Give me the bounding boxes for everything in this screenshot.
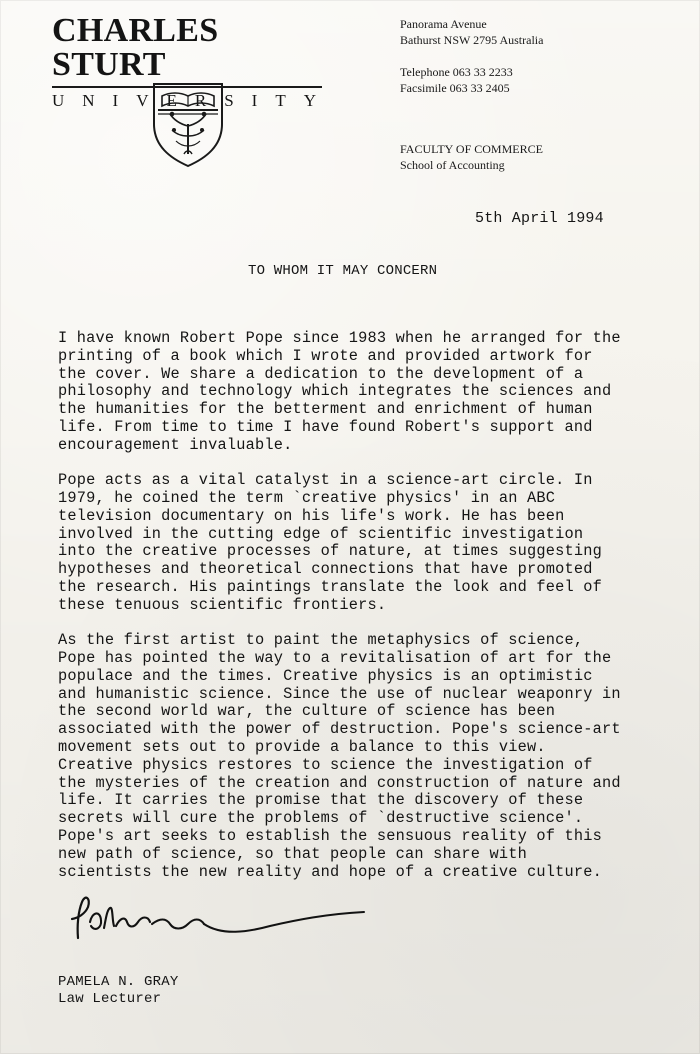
paragraph-line: Creative physics restores to science the investigation of (58, 755, 593, 774)
paragraph-line: scientists the new reality and hope of a creative culture. (58, 862, 603, 881)
paragraph-line: Pope has pointed the way to a revitalisation of art for the (58, 648, 612, 667)
school-name: School of Accounting (400, 158, 505, 172)
letter-date: 5th April 1994 (475, 210, 604, 227)
faculty-name: FACULTY OF COMMERCE (400, 142, 543, 156)
paragraph-line: television documentary on his life's work. He has been (58, 506, 565, 525)
paragraph-line: As the first artist to paint the metaphysics of science, (58, 631, 584, 650)
paragraph-line: life. From time to time I have found Robert's support and (58, 417, 593, 436)
paragraph-line: the cover. We share a dedication to the development of a (58, 364, 584, 383)
signatory-name: PAMELA N. GRAY (58, 974, 179, 990)
letter-body (58, 330, 658, 899)
paragraph-line: into the creative processes of nature, at times suggesting (58, 542, 603, 561)
department-block (400, 141, 543, 173)
telephone: Telephone 063 33 2233 (400, 65, 513, 79)
signatory-title: Law Lecturer (58, 991, 162, 1007)
signatory-block (58, 974, 178, 1008)
paragraph-3 (58, 632, 658, 881)
paragraph-line: Pope's art seeks to establish the sensuous reality of this (58, 826, 603, 845)
paragraph-line: new path of science, so that people can share with (58, 844, 527, 863)
handwritten-signature (60, 892, 380, 962)
paragraph-line: these tenuous scientific frontiers. (58, 595, 387, 614)
paragraph-line: the mysteries of the creation and construction of nature and (58, 773, 621, 792)
address-city: Bathurst NSW 2795 Australia (400, 33, 544, 47)
facsimile: Facsimile 063 33 2405 (400, 81, 510, 95)
paragraph-line: printing of a book which I wrote and provided artwork for (58, 346, 593, 365)
paragraph-line: and humanistic science. Since the use of nuclear weaponry in (58, 684, 621, 703)
paragraph-line: I have known Robert Pope since 1983 when he arranged for the (58, 329, 621, 347)
paragraph-line: Pope acts as a vital catalyst in a science-art circle. In (58, 471, 593, 490)
paragraph-line: the second world war, the culture of science has been (58, 702, 556, 721)
paragraph-line: populace and the times. Creative physics is an optimistic (58, 666, 593, 685)
university-name: CHARLES STURT (52, 12, 219, 83)
paragraph-line: hypotheses and theoretical connections that have promoted (58, 560, 593, 579)
paragraph-line: associated with the power of destruction. Pope's science-art (58, 720, 621, 739)
university-subtitle: UNIVERSITY (52, 91, 334, 110)
address-spacer (400, 48, 543, 64)
university-crest-icon (148, 80, 228, 168)
paragraph-line: life. It carries the promise that the discovery of these (58, 791, 584, 810)
paragraph-line: secrets will cure the problems of `destructive science'. (58, 809, 584, 828)
paragraph-line: the humanities for the betterment and enrichment of human (58, 400, 593, 419)
paragraph-line: philosophy and technology which integrates the sciences and (58, 382, 612, 401)
paragraph-line: involved in the cutting edge of scientific investigation (58, 524, 584, 543)
address-street: Panorama Avenue (400, 17, 487, 31)
paragraph-1 (58, 330, 658, 455)
paragraph-line: the research. His paintings translate the look and feel of (58, 577, 603, 596)
paragraph-line: movement sets out to provide a balance to this view. (58, 737, 546, 756)
paragraph-line: 1979, he coined the term `creative physics' in an ABC (58, 488, 556, 507)
paragraph-line: encouragement invaluable. (58, 435, 293, 454)
paragraph-2 (58, 472, 658, 614)
contact-block (400, 16, 543, 96)
salutation: TO WHOM IT MAY CONCERN (248, 263, 438, 279)
